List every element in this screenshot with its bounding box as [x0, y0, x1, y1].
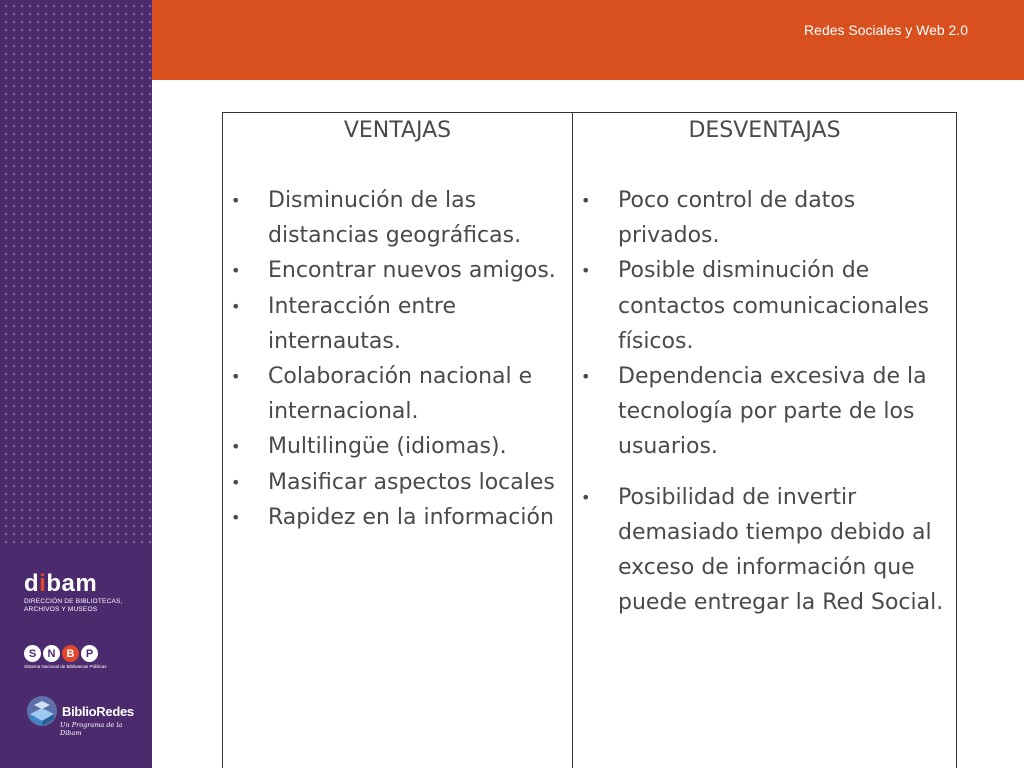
list-item: • Rapidez en la información	[223, 500, 572, 535]
list-item: • Multilingüe (idiomas).	[223, 429, 572, 464]
snbp-letter-p: P	[81, 645, 98, 662]
advantages-header: VENTAJAS	[343, 118, 452, 143]
advantages-column	[223, 113, 573, 768]
dibam-wordmark: dibam	[24, 570, 98, 597]
biblioredes-tagline: Un Programa de la Dibam	[60, 721, 123, 737]
dibam-logo	[24, 572, 134, 614]
disadvantages-column	[573, 113, 956, 768]
book-globe-icon	[24, 694, 60, 730]
advantages-list	[223, 183, 572, 535]
list-item: • Interacción entre internautas.	[223, 289, 572, 359]
snbp-caption: Sistema Nacional de Bibliotecas Públicas	[24, 664, 107, 669]
list-item: • Colaboración nacional e internacional.	[223, 359, 572, 429]
list-item: • Disminución de las distancias geográficas.	[223, 183, 572, 253]
snbp-letter-b: B	[62, 645, 79, 662]
comparison-table	[222, 112, 957, 768]
dibam-subtitle: DIRECCIÓN DE BIBLIOTECAS, ARCHIVOS Y MUSEOS	[24, 598, 123, 613]
header-bar	[152, 0, 1024, 80]
list-item: • Encontrar nuevos amigos.	[223, 253, 572, 288]
list-item: • Posibilidad de invertir demasiado tiempo debido al exceso de información que puede entregar la Red Social.	[573, 480, 956, 621]
biblioredes-logo	[24, 694, 136, 737]
snbp-logo	[24, 645, 107, 669]
list-item: • Dependencia excesiva de la tecnología por parte de los usuarios.	[573, 359, 956, 465]
list-item: • Masificar aspectos locales	[223, 465, 572, 500]
snbp-letter-n: N	[43, 645, 60, 662]
biblioredes-wordmark: BiblioRedes	[62, 704, 134, 719]
slide-title: Redes Sociales y Web 2.0	[804, 22, 968, 38]
disadvantages-header: DESVENTAJAS	[688, 118, 841, 143]
list-item: • Posible disminución de contactos comunicacionales físicos.	[573, 253, 956, 359]
disadvantages-list	[573, 183, 956, 620]
snbp-letter-s: S	[24, 645, 41, 662]
list-item: • Poco control de datos privados.	[573, 183, 956, 253]
